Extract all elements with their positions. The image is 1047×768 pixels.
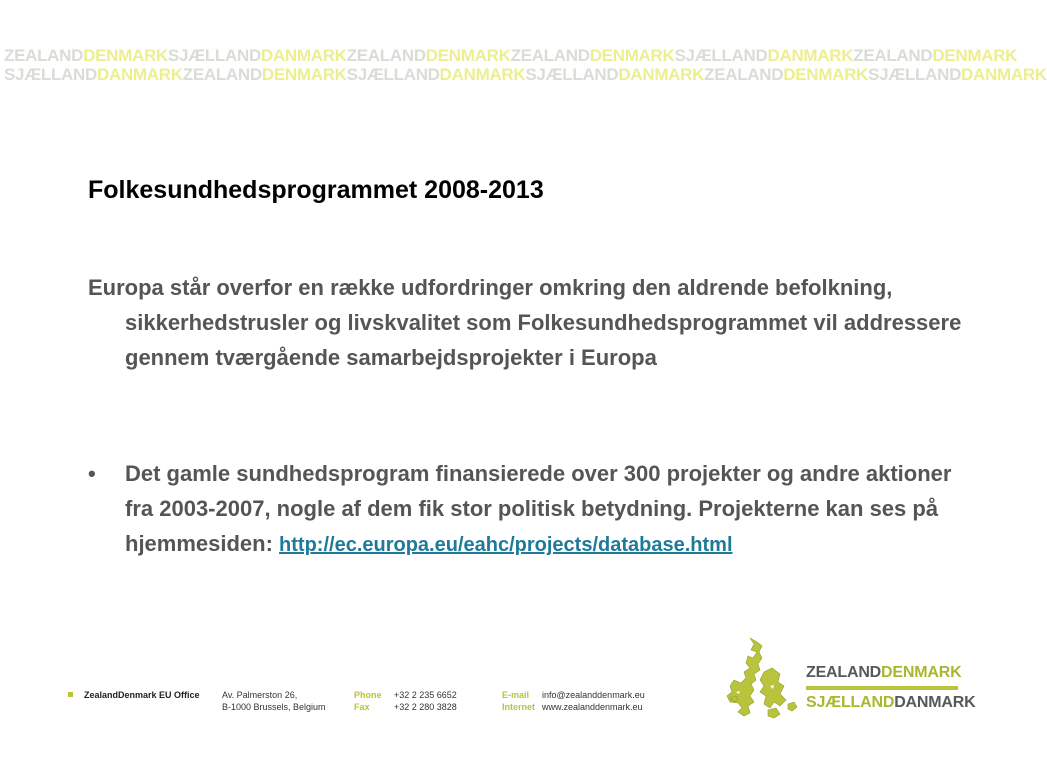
banner-word: DANMARK: [97, 65, 183, 84]
bullet-text: Det gamle sundhedsprogram finansierede over 300 projekter og andre aktioner fra 2003-2007, nogle af dem fik stor politisk betydning. Projekterne kan ses på hjemmesiden:: [125, 461, 952, 556]
bullet-symbol: •: [88, 461, 96, 486]
square-bullet-icon: [68, 692, 73, 697]
banner-word: DANMARK: [767, 46, 854, 65]
banner-word: DANMARK: [439, 65, 526, 84]
footer-fax-label: Fax: [354, 702, 370, 712]
footer-office: ZealandDenmark EU Office: [84, 690, 200, 700]
banner-word: SJÆLLAND: [167, 46, 261, 65]
logo-wordmark-top: ZEALANDDENMARK: [806, 664, 962, 681]
bullet-item: [88, 456, 965, 563]
brand-banner: [4, 46, 1047, 86]
intro-text: Europa står overfor en række udfordringer omkring den aldrende befolkning, sikkerhedstrusler og livskvalitet som Folkesundhedsprogrammet vil addressere gennem tværgående samarbejdsprojekter i Europa: [88, 275, 962, 370]
banner-word: DENMARK: [783, 65, 869, 84]
banner-row: [4, 46, 1020, 65]
denmark-map-icon: [724, 636, 800, 720]
footer-address-line1: Av. Palmerston 26,: [222, 690, 298, 700]
logo-wordmark-bottom: SJÆLLANDDANMARK: [806, 694, 976, 711]
intro-paragraph: [88, 270, 965, 375]
footer-phone: +32 2 235 6652: [394, 690, 457, 700]
banner-word: SJÆLLAND: [525, 65, 619, 84]
footer-address-line2: B-1000 Brussels, Belgium: [222, 702, 326, 712]
zealanddenmark-logo: [724, 636, 976, 720]
banner-row: [4, 65, 1047, 84]
footer-email[interactable]: info@zealanddenmark.eu: [542, 690, 645, 700]
banner-word: ZEALAND: [704, 65, 784, 84]
banner-word: ZEALAND: [853, 46, 933, 65]
footer-fax: +32 2 280 3828: [394, 702, 457, 712]
banner-word: DENMARK: [932, 46, 1018, 65]
banner-word: ZEALAND: [182, 65, 262, 84]
footer-phone-label: Phone: [354, 690, 382, 700]
banner-word: DANMARK: [260, 46, 347, 65]
banner-word: SJÆLLAND: [346, 65, 440, 84]
slide-title: Folkesundhedsprogrammet 2008-2013: [88, 176, 544, 204]
banner-word: SJÆLLAND: [4, 65, 97, 84]
banner-word: DENMARK: [261, 65, 347, 84]
banner-word: DENMARK: [83, 46, 168, 65]
logo-divider: [806, 686, 958, 690]
projects-database-link[interactable]: http://ec.europa.eu/eahc/projects/database.html: [279, 534, 733, 556]
banner-word: SJÆLLAND: [674, 46, 768, 65]
banner-word: SJÆLLAND: [868, 65, 962, 84]
banner-word: ZEALAND: [4, 46, 84, 65]
footer-internet[interactable]: www.zealanddenmark.eu: [542, 702, 643, 712]
banner-word: ZEALAND: [346, 46, 426, 65]
banner-word: ZEALAND: [510, 46, 590, 65]
footer-email-label: E-mail: [502, 690, 530, 700]
banner-word: DANMARK: [618, 65, 705, 84]
footer: [0, 688, 700, 718]
banner-word: DENMARK: [589, 46, 675, 65]
banner-word: DANMARK: [961, 65, 1047, 84]
footer-internet-label: Internet: [502, 702, 536, 712]
banner-word: DENMARK: [425, 46, 511, 65]
